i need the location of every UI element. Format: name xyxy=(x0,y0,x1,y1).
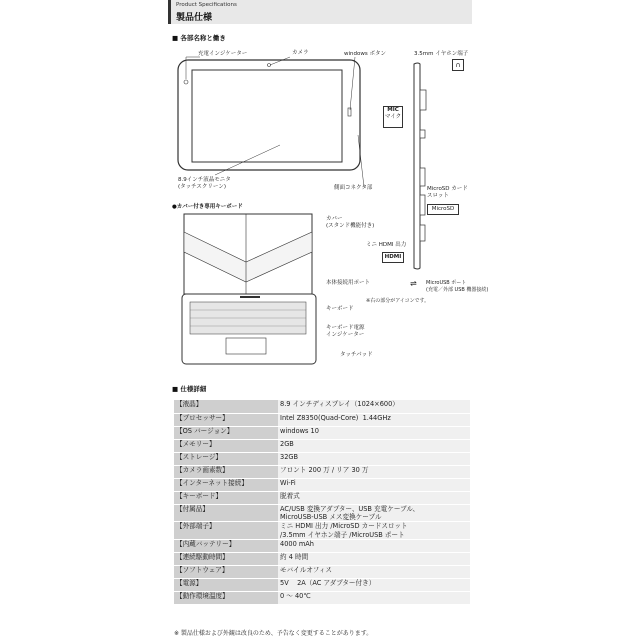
spec-value: 4000 mAh xyxy=(278,540,470,553)
spec-row xyxy=(174,592,470,605)
spec-label: 【動作環境温度】 xyxy=(174,592,278,605)
spec-table xyxy=(174,400,470,605)
section-heading-parts: ■ 各部名称と働き xyxy=(172,34,226,42)
header-title-en: Product Specifications xyxy=(176,2,237,8)
header-accent xyxy=(168,0,171,24)
spec-row xyxy=(174,465,470,478)
label-camera: カメラ xyxy=(292,50,309,56)
label-side-connector: 側面コネクタ部 xyxy=(334,185,373,191)
section-heading-specs: ■ 仕様詳細 xyxy=(172,385,207,393)
spec-label: 【付属品】 xyxy=(174,504,278,522)
spec-row xyxy=(174,553,470,566)
leader-lines-front xyxy=(180,55,373,195)
spec-value: ミニ HDMI 出力 /MicroSD カードスロット /3.5mm イヤホン端子 /MicroUSB ポート xyxy=(278,522,470,540)
keyboard-cover-illustration xyxy=(180,212,326,372)
spec-value: AC/USB 変換アダプター、USB 充電ケーブル、 MicroUSB-USB メス変換ケーブル xyxy=(278,504,470,522)
spec-row xyxy=(174,426,470,439)
spec-label: 【ソフトウェア】 xyxy=(174,566,278,579)
label-icon-note: ※右の部分がアイコンです。 xyxy=(366,298,430,304)
spec-row xyxy=(174,579,470,592)
spec-value: Intel Z8350(Quad-Core) 1.44GHz xyxy=(278,413,470,426)
label-charge-indicator: 充電インジケーター xyxy=(198,51,248,57)
spec-label: 【内蔵バッテリー】 xyxy=(174,540,278,553)
spec-value: 0 ～ 40℃ xyxy=(278,592,470,605)
spec-label: 【カメラ画素数】 xyxy=(174,465,278,478)
page-title: 製品仕様 xyxy=(176,13,213,23)
spec-label: 【キーボード】 xyxy=(174,491,278,504)
spec-label: 【液晶】 xyxy=(174,400,278,413)
label-keyboard: キーボード xyxy=(326,306,354,312)
spec-label: 【外部端子】 xyxy=(174,522,278,540)
label-microusb-port: MicroUSB ポート (充電／外部 USB 機器接続) xyxy=(426,280,489,293)
spec-value: 5V 2A（AC アダプター付き） xyxy=(278,579,470,592)
spec-row xyxy=(174,452,470,465)
label-monitor: 8.9インチ液晶モニタ (タッチスクリーン) xyxy=(178,177,231,190)
spec-value: 2GB xyxy=(278,439,470,452)
usb-icon: ⇌ xyxy=(410,279,417,288)
spec-footnote: ※ 製品仕様および外観は改良のため、予告なく変更することがあります。 xyxy=(174,630,373,637)
spec-label: 【電源】 xyxy=(174,579,278,592)
spec-row xyxy=(174,491,470,504)
spec-label: 【ストレージ】 xyxy=(174,452,278,465)
label-earphone-jack: 3.5mm イヤホン端子 xyxy=(414,51,469,57)
spec-label: 【OS バージョン】 xyxy=(174,426,278,439)
spec-value: windows 10 xyxy=(278,426,470,439)
mic-label-en: MIC xyxy=(387,107,399,113)
spec-row xyxy=(174,504,470,522)
spec-row xyxy=(174,566,470,579)
mic-label-box xyxy=(383,106,403,128)
spec-label: 【プロセッサー】 xyxy=(174,413,278,426)
spec-value: Wi-Fi xyxy=(278,478,470,491)
label-mini-hdmi-out: ミニ HDMI 出力 xyxy=(366,242,407,248)
label-keyboard-power-indicator: キーボード電源 インジケーター xyxy=(326,325,365,338)
spec-row xyxy=(174,439,470,452)
spec-value: 約 4 時間 xyxy=(278,553,470,566)
headphone-icon: ∩ xyxy=(452,59,464,71)
label-main-connection-port: 本体接続用ポート xyxy=(326,280,371,286)
spec-value: 8.9 インチディスプレイ（1024×600） xyxy=(278,400,470,413)
spec-row xyxy=(174,400,470,413)
spec-label: 【連続駆動時間】 xyxy=(174,553,278,566)
spec-value: モバイルオフィス xyxy=(278,566,470,579)
section-heading-keyboard: ●カバー付き専用キーボード xyxy=(172,204,243,210)
spec-row xyxy=(174,413,470,426)
label-microsd-card-slot: MicroSD カード スロット xyxy=(427,186,468,199)
spec-row xyxy=(174,522,470,540)
spec-value: 脱着式 xyxy=(278,491,470,504)
spec-value: フロント 200 万 / リア 30 万 xyxy=(278,465,470,478)
spec-label: 【インターネット接続】 xyxy=(174,478,278,491)
mic-label-ja: マイク xyxy=(384,113,402,120)
label-windows-button: windows ボタン xyxy=(344,51,386,57)
hdmi-icon-box: HDMI xyxy=(382,252,404,263)
tablet-side-illustration xyxy=(404,60,440,272)
spec-label: 【メモリー】 xyxy=(174,439,278,452)
microsd-icon-box: MicroSD xyxy=(427,204,459,215)
spec-value: 32GB xyxy=(278,452,470,465)
label-touchpad: タッチパッド xyxy=(340,352,373,358)
spec-row xyxy=(174,478,470,491)
spec-row xyxy=(174,540,470,553)
label-cover: カバー (スタンド機能付き) xyxy=(326,216,375,229)
